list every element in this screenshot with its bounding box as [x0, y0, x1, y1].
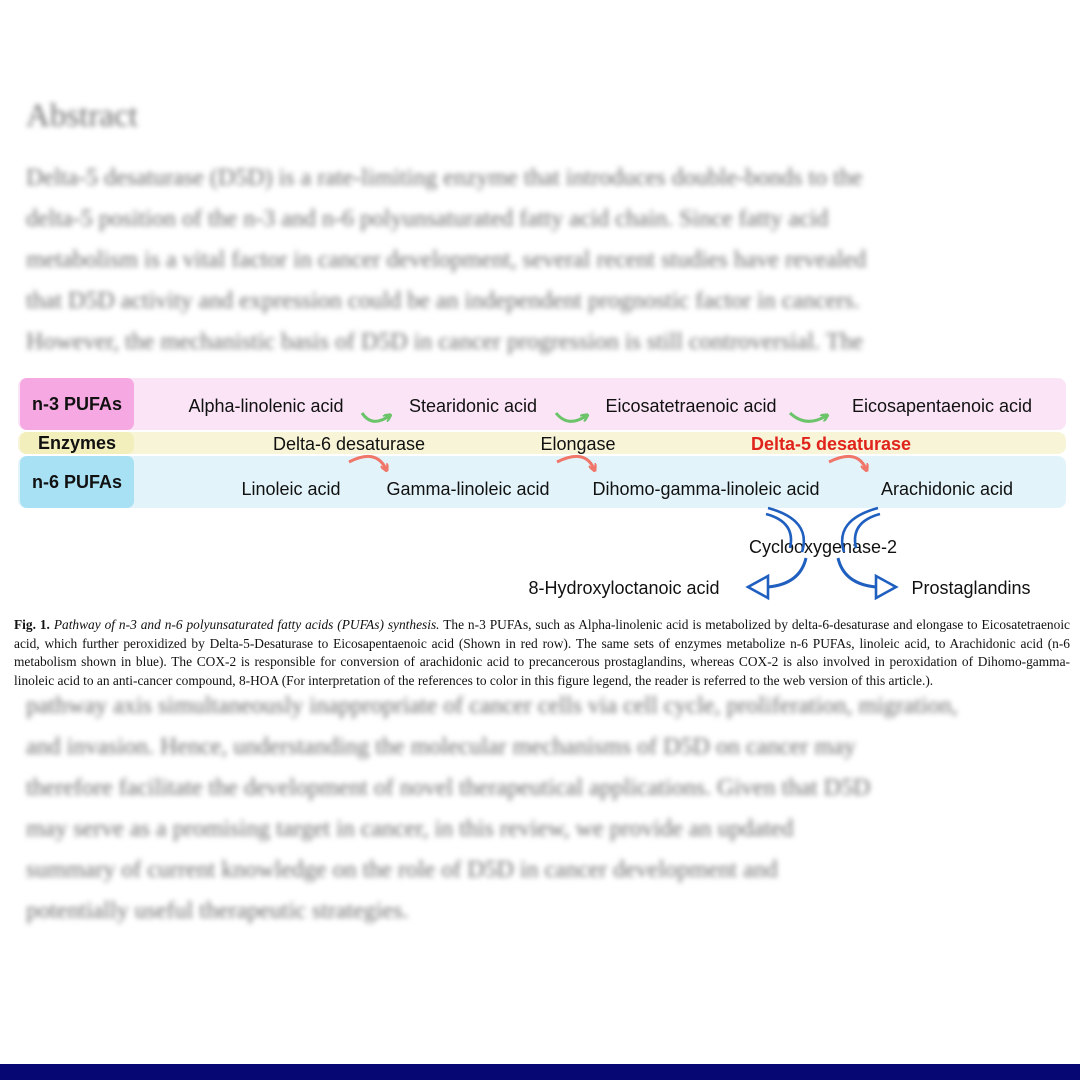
caption-title: Pathway of n-3 and n-6 polyunsaturated fatty acids (PUFAs) synthesis.: [53, 617, 440, 632]
caption-text: The n-3 PUFAs, such as Alpha-linolenic acid is metabolized by delta-6-desaturase and elongase to Eicosatetraenoic acid, which further peroxidized by Delta-5-Desaturase to Eicosapentaenoic acid (Shown in red row). The same sets of enzymes metabolize n-6 PUFAs, linoleic acid, to Arachidonic acid (n-6 metabolism shown in blue). The COX-2 is responsible for conversion of arachidonic acid to precancerous prostaglandins, whereas COX-2 is also involved in peroxidation of Dihomo-gamma-linoleic acid to an anti-cancer compound, 8-HOA (For interpretation of the references to color in this figure legend, the reader is referred to the web version of this article.).: [14, 617, 1070, 688]
cox2-arrow-right-shaft: [838, 558, 876, 587]
figure-caption: [14, 616, 1070, 690]
cox2-arc-right-inner: [855, 514, 880, 548]
abstract-continuation: [26, 686, 1046, 932]
n6-row-label: n-6 PUFAs: [20, 456, 134, 508]
enzyme-row-label: Enzymes: [20, 432, 134, 454]
n6-acid-gamma-linoleic: Gamma-linoleic acid: [386, 479, 550, 499]
n6-acid-linoleic: Linoleic acid: [241, 479, 341, 499]
cox2-arrow-left-head: [748, 576, 768, 598]
enzyme-elongase: Elongase: [540, 434, 616, 454]
n6-arrow-3: [829, 456, 866, 469]
abstract-line: delta-5 position of the n-3 and n-6 polyunsaturated fatty acid chain. Since fatty acid: [26, 206, 829, 232]
abstract-body: [26, 158, 1046, 363]
abstract-line: metabolism is a vital factor in cancer development, several recent studies have revealed: [26, 247, 867, 273]
abstract-line: Delta-5 desaturase (D5D) is a rate-limiting enzyme that introduces double-bonds to the: [26, 165, 863, 191]
enzyme-delta-5-desaturase: Delta-5 desaturase: [750, 434, 912, 454]
abstract-line: potentially useful therapeutic strategies.: [26, 898, 409, 924]
n3-acid-alpha-linolenic: Alpha-linolenic acid: [188, 396, 344, 416]
n6-acid-arachidonic: Arachidonic acid: [880, 479, 1014, 499]
abstract-line: However, the mechanistic basis of D5D in cancer progression is still controversial. The: [26, 329, 864, 355]
n3-row-label: n-3 PUFAs: [20, 378, 134, 430]
abstract-line: that D5D activity and expression could be an independent prognostic factor in cancers.: [26, 288, 860, 314]
abstract-line: summary of current knowledge on the role of D5D in cancer development and: [26, 857, 778, 883]
n3-arrow-3: [790, 413, 826, 421]
n3-acid-stearidonic: Stearidonic acid: [408, 396, 538, 416]
abstract-line: and invasion. Hence, understanding the molecular mechanisms of D5D on cancer may: [26, 734, 856, 760]
cox2-arc-right-outer: [842, 508, 878, 552]
n6-arrow-1: [349, 456, 386, 469]
n6-arrow-2: [557, 456, 594, 469]
cox2-arrow-left-shaft: [768, 558, 806, 587]
n3-arrow-1: [362, 413, 389, 421]
enzyme-delta-6-desaturase: Delta-6 desaturase: [272, 434, 426, 454]
abstract-line: pathway axis simultaneously inappropriate of cancer cells via cell cycle, proliferation, migration,: [26, 693, 958, 719]
caption-label: Fig. 1.: [14, 617, 50, 632]
n6-acid-dihomo-gamma-linoleic: Dihomo-gamma-linoleic acid: [592, 479, 820, 499]
abstract-heading: Abstract: [26, 98, 138, 134]
cox2-arrow-right-head: [876, 576, 896, 598]
cox2-arc-left-outer: [768, 508, 804, 552]
cox2-left-product: 8-Hydroxyloctanoic acid: [528, 578, 720, 598]
n3-acid-eicosatetraenoic: Eicosatetraenoic acid: [605, 396, 777, 416]
cox2-arc-left-inner: [766, 514, 791, 548]
pathway-figure: [0, 362, 1080, 692]
cox2-enzyme-label: Cyclooxygenase-2: [748, 537, 898, 557]
n3-acid-eicosapentaenoic: Eicosapentaenoic acid: [851, 396, 1033, 416]
bottom-bar: [0, 1064, 1080, 1080]
cox2-right-product: Prostaglandins: [911, 578, 1031, 598]
abstract-line: therefore facilitate the development of novel therapeutical applications. Given that D5D: [26, 775, 871, 801]
n3-arrow-2: [556, 413, 586, 421]
pathway-arrows: [0, 362, 1080, 612]
abstract-line: may serve as a promising target in cancer, in this review, we provide an updated: [26, 816, 794, 842]
